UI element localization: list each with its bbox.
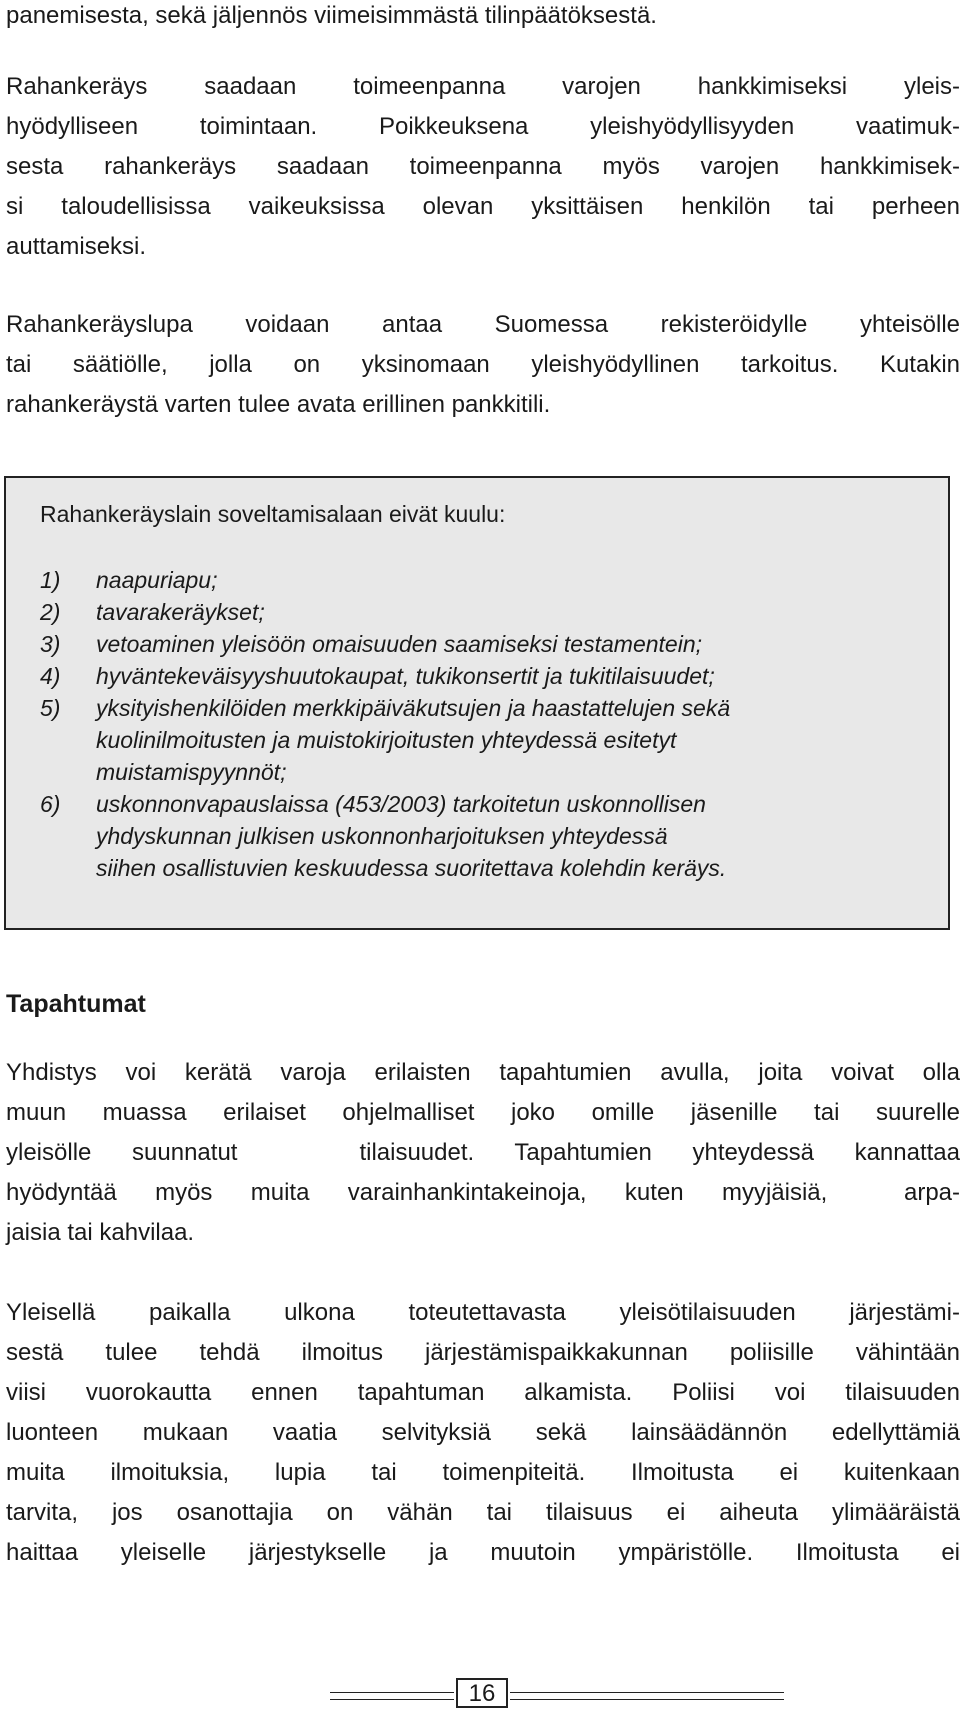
text-line: muita ilmoituksia, lupia tai toimenpiteitä. Ilmoitusta ei kuitenkaan [6, 1459, 960, 1486]
footer-rule-right [510, 1692, 784, 1700]
list-item-number: 2) [40, 599, 61, 625]
list-item-number: 4) [40, 663, 61, 689]
list-item-text: tavarakeräykset; [96, 599, 265, 625]
info-box-title: Rahankeräyslain soveltamisalaan eivät kuulu: [40, 501, 506, 527]
text-line: Yhdistys voi kerätä varoja erilaisten tapahtumien avulla, joita voivat olla [6, 1059, 960, 1086]
text-line: si taloudellisissa vaikeuksissa olevan yksittäisen henkilön tai perheen [6, 193, 960, 220]
text-line: hyödylliseen toimintaan. Poikkeuksena yleishyödyllisyyden vaatimuk- [6, 113, 960, 140]
list-item-number: 6) [40, 791, 61, 817]
list-item-text: muistamispyynnöt; [96, 759, 287, 785]
list-item [40, 692, 940, 788]
text-line: Yleisellä paikalla ulkona toteutettavasta yleisötilaisuuden järjestämi- [6, 1299, 960, 1326]
list-item [40, 564, 940, 596]
section-heading: Tapahtumat [6, 990, 146, 1018]
list-item-text: yhdyskunnan julkisen uskonnonharjoituksen yhteydessä [96, 823, 668, 849]
footer-rule-left [330, 1692, 454, 1700]
list-item-text: siihen osallistuvien keskuudessa suoritettava kolehdin keräys. [96, 855, 727, 881]
text-line: sesta rahankeräys saadaan toimeenpanna myös varojen hankkimisek- [6, 153, 960, 180]
list-item-number: 3) [40, 631, 61, 657]
text-line: viisi vuorokautta ennen tapahtuman alkamista. Poliisi voi tilaisuuden [6, 1379, 960, 1406]
text-line: luonteen mukaan vaatia selvityksiä sekä lainsäädännön edellyttämiä [6, 1419, 960, 1446]
paragraph-rahankerayslupa [6, 305, 960, 425]
list-item [40, 788, 940, 884]
text-line: auttamiseksi. [6, 233, 147, 260]
text-line: Rahankeräyslupa voidaan antaa Suomessa rekisteröidylle yhteisölle [6, 311, 960, 338]
info-box [4, 476, 950, 930]
list-item-text: kuolinilmoitusten ja muistokirjoitusten yhteydessä esitetyt [96, 727, 677, 753]
list-item [40, 628, 940, 660]
paragraph-continuation [6, 0, 960, 36]
text-line: yleisölle suunnatut tilaisuudet. Tapahtumien yhteydessä kannattaa [6, 1139, 960, 1166]
text-line: muun muassa erilaiset ohjelmalliset joko omille jäsenille tai suurelle [6, 1099, 960, 1126]
page-number: 16 [456, 1678, 508, 1708]
text-line: hyödyntää myös muita varainhankintakeinoja, kuten myyjäisiä, arpa- [6, 1179, 960, 1206]
list-item-text: vetoaminen yleisöön omaisuuden saamiseksi testamentein; [96, 631, 702, 657]
list-item-number: 1) [40, 567, 61, 593]
list-item [40, 660, 940, 692]
paragraph-rahankerays [6, 67, 960, 267]
paragraph-tapahtumat [6, 1053, 960, 1253]
text-line: rahankeräystä varten tulee avata erillinen pankkitili. [6, 391, 551, 418]
exclusion-list [40, 564, 940, 884]
text-line: jaisia tai kahvilaa. [6, 1219, 195, 1246]
paragraph-yleisotilaisuus [6, 1293, 960, 1573]
text-line: haittaa yleiselle järjestykselle ja muutoin ympäristölle. Ilmoitusta ei [6, 1539, 960, 1566]
list-item-text: hyväntekeväisyyshuutokaupat, tukikonsertit ja tukitilaisuudet; [96, 663, 715, 689]
text-line: tarvita, jos osanottajia on vähän tai tilaisuus ei aiheuta ylimääräistä [6, 1499, 960, 1526]
text-line: sestä tulee tehdä ilmoitus järjestämispaikkakunnan poliisille vähintään [6, 1339, 960, 1366]
text-line: panemisesta, sekä jäljennös viimeisimmästä tilinpäätöksestä. [6, 2, 657, 29]
info-box-content [40, 498, 940, 884]
list-item-text: uskonnonvapauslaissa (453/2003) tarkoitetun uskonnollisen [96, 791, 706, 817]
text-line: tai säätiölle, jolla on yksinomaan yleishyödyllinen tarkoitus. Kutakin [6, 351, 960, 378]
list-item-number: 5) [40, 695, 61, 721]
list-item-text: yksityishenkilöiden merkkipäiväkutsujen ja haastattelujen sekä [96, 695, 731, 721]
text-line: Rahankeräys saadaan toimeenpanna varojen hankkimiseksi yleis- [6, 73, 960, 100]
list-item [40, 596, 940, 628]
list-item-text: naapuriapu; [96, 567, 218, 593]
page-footer [0, 1678, 960, 1710]
